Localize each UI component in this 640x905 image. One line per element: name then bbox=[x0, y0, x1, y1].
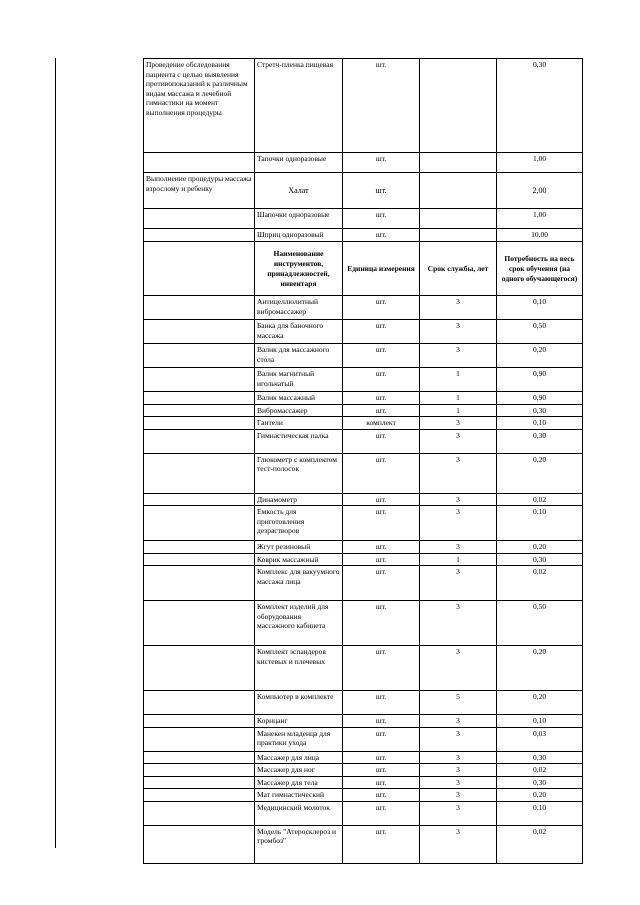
table-row bbox=[144, 566, 583, 601]
life-cell: 1 bbox=[420, 553, 497, 566]
life-cell: 1 bbox=[420, 404, 497, 417]
item-name-cell: Валик массажный bbox=[255, 392, 343, 405]
item-name-cell: Жгут резиновый bbox=[255, 541, 343, 554]
item-name-cell: Массажер для тела bbox=[255, 776, 343, 789]
item-name-cell: Шприц одноразовый bbox=[255, 229, 343, 242]
unit-cell: шт. bbox=[343, 368, 420, 392]
life-cell: 3 bbox=[420, 296, 497, 320]
life-cell: 3 bbox=[420, 801, 497, 825]
item-name-cell: Коврик массажный bbox=[255, 553, 343, 566]
qty-cell: 10,00 bbox=[497, 229, 583, 242]
table-row bbox=[144, 506, 583, 541]
life-cell: 3 bbox=[420, 789, 497, 802]
qty-cell: 0,03 bbox=[497, 727, 583, 751]
qty-cell: 1,00 bbox=[497, 209, 583, 229]
table-row bbox=[144, 417, 583, 430]
table-row bbox=[144, 493, 583, 506]
item-name-cell: Тапочки одноразовые bbox=[255, 153, 343, 173]
unit-cell: шт. bbox=[343, 344, 420, 368]
item-name-cell: Массажер для ног bbox=[255, 764, 343, 777]
qty-cell: 0,10 bbox=[497, 296, 583, 320]
item-name-cell: Мат гимнастический bbox=[255, 789, 343, 802]
qty-cell: 0,20 bbox=[497, 691, 583, 715]
header-name: Наименование инструментов, принадлежностей, инвентаря bbox=[255, 242, 343, 296]
qty-cell: 0,10 bbox=[497, 715, 583, 728]
qty-cell: 0,50 bbox=[497, 320, 583, 344]
table-row bbox=[144, 173, 583, 209]
qty-cell: 0,10 bbox=[497, 417, 583, 430]
table-row bbox=[144, 553, 583, 566]
item-name-cell: Гимнастическая палка bbox=[255, 429, 343, 453]
unit-cell: шт. bbox=[343, 153, 420, 173]
table-row bbox=[144, 727, 583, 751]
qty-cell: 0,90 bbox=[497, 368, 583, 392]
equipment-table bbox=[143, 58, 583, 864]
item-name-cell: Шапочки одноразовые bbox=[255, 209, 343, 229]
item-name-cell: Модель "Атеросклероз и тромбоз" bbox=[255, 825, 343, 863]
table-row bbox=[144, 541, 583, 554]
unit-cell: шт. bbox=[343, 646, 420, 691]
life-cell: 3 bbox=[420, 776, 497, 789]
table-row bbox=[144, 404, 583, 417]
unit-cell: шт. bbox=[343, 751, 420, 764]
qty-cell: 0,90 bbox=[497, 392, 583, 405]
table-row bbox=[144, 392, 583, 405]
unit-cell: шт. bbox=[343, 553, 420, 566]
item-name-cell: Глюкометр с комплектом тест-полосок bbox=[255, 453, 343, 493]
qty-cell: 0,20 bbox=[497, 789, 583, 802]
unit-cell: шт. bbox=[343, 209, 420, 229]
table-row bbox=[144, 715, 583, 728]
item-name-cell: Массажер для лица bbox=[255, 751, 343, 764]
table-row bbox=[144, 691, 583, 715]
table-row bbox=[144, 153, 583, 173]
table-row bbox=[144, 59, 583, 153]
qty-cell: 0,20 bbox=[497, 541, 583, 554]
item-name-cell: Валик магнитный игольчатый bbox=[255, 368, 343, 392]
procedure-cell: Выполнение процедуры массажа взрослому и ребенку bbox=[144, 173, 255, 209]
procedure-cell: Проведение обследования пациента с целью выявления противопоказаний к различным видам массажа и лечебной гимнастики на момент выполнения процедуры bbox=[144, 59, 255, 153]
table-row bbox=[144, 296, 583, 320]
life-cell: 3 bbox=[420, 825, 497, 863]
unit-cell: шт. bbox=[343, 601, 420, 646]
left-margin-line bbox=[55, 58, 56, 848]
table-row bbox=[144, 801, 583, 825]
life-cell: 3 bbox=[420, 751, 497, 764]
qty-cell: 0,20 bbox=[497, 344, 583, 368]
table-row bbox=[144, 764, 583, 777]
life-cell: 3 bbox=[420, 541, 497, 554]
items-body bbox=[144, 296, 583, 864]
life-cell: 5 bbox=[420, 691, 497, 715]
unit-cell: шт. bbox=[343, 506, 420, 541]
life-cell: 3 bbox=[420, 601, 497, 646]
item-name-cell: Комплекс для вакуумного массажа лица bbox=[255, 566, 343, 601]
qty-cell: 0,02 bbox=[497, 825, 583, 863]
life-cell: 3 bbox=[420, 429, 497, 453]
table-row bbox=[144, 209, 583, 229]
table-row bbox=[144, 601, 583, 646]
qty-cell: 0,30 bbox=[497, 776, 583, 789]
qty-cell: 1,00 bbox=[497, 153, 583, 173]
qty-cell: 0,02 bbox=[497, 566, 583, 601]
unit-cell: шт. bbox=[343, 789, 420, 802]
unit-cell: шт. bbox=[343, 320, 420, 344]
life-cell: 3 bbox=[420, 506, 497, 541]
item-name-cell: Динамометр bbox=[255, 493, 343, 506]
qty-cell: 0,30 bbox=[497, 59, 583, 153]
item-name-cell: Вибромассажер bbox=[255, 404, 343, 417]
qty-cell: 0,30 bbox=[497, 751, 583, 764]
unit-cell: шт. bbox=[343, 392, 420, 405]
table-row bbox=[144, 320, 583, 344]
item-name-cell: Компьютер в комплекте bbox=[255, 691, 343, 715]
table-row bbox=[144, 751, 583, 764]
item-name-cell: Манекен младенца для практики ухода bbox=[255, 727, 343, 751]
qty-cell: 0,10 bbox=[497, 801, 583, 825]
unit-cell: шт. bbox=[343, 429, 420, 453]
unit-cell: шт. bbox=[343, 404, 420, 417]
unit-cell: шт. bbox=[343, 229, 420, 242]
unit-cell: шт. bbox=[343, 173, 420, 209]
life-cell: 3 bbox=[420, 566, 497, 601]
life-cell: 3 bbox=[420, 453, 497, 493]
table-row bbox=[144, 789, 583, 802]
unit-cell: шт. bbox=[343, 453, 420, 493]
item-name-cell: Комплект эспандеров кистевых и плечевых bbox=[255, 646, 343, 691]
table-row bbox=[144, 429, 583, 453]
unit-cell: шт. bbox=[343, 776, 420, 789]
unit-cell: шт. bbox=[343, 801, 420, 825]
header-life: Срок службы, лет bbox=[420, 242, 497, 296]
qty-cell: 0,10 bbox=[497, 506, 583, 541]
qty-cell: 0,30 bbox=[497, 553, 583, 566]
item-name-cell: Корнцанг bbox=[255, 715, 343, 728]
table-row bbox=[144, 344, 583, 368]
table-row bbox=[144, 229, 583, 242]
unit-cell: шт. bbox=[343, 727, 420, 751]
item-name-cell: Емкость для приготовления дезрастворов bbox=[255, 506, 343, 541]
item-name-cell: Банка для баночного массажа bbox=[255, 320, 343, 344]
unit-cell: шт. bbox=[343, 691, 420, 715]
item-name-cell: Валик для массажного стола bbox=[255, 344, 343, 368]
item-name-cell: Антицеллюлитный вибромассажер bbox=[255, 296, 343, 320]
header-unit: Единица измерения bbox=[343, 242, 420, 296]
life-cell: 3 bbox=[420, 417, 497, 430]
table-row bbox=[144, 453, 583, 493]
header-need: Потребность на весь срок обучения (на одного обучающегося) bbox=[497, 242, 583, 296]
item-name-cell: Гантели bbox=[255, 417, 343, 430]
unit-cell: шт. bbox=[343, 541, 420, 554]
unit-cell: шт. bbox=[343, 764, 420, 777]
life-cell: 3 bbox=[420, 715, 497, 728]
unit-cell: комплект bbox=[343, 417, 420, 430]
life-cell: 3 bbox=[420, 344, 497, 368]
qty-cell: 0,30 bbox=[497, 429, 583, 453]
item-name-cell: Стретч-пленка пищевая bbox=[255, 59, 343, 153]
life-cell: 3 bbox=[420, 320, 497, 344]
item-name-cell: Комплект изделий для оборудования массажного кабинета bbox=[255, 601, 343, 646]
qty-cell: 0,30 bbox=[497, 404, 583, 417]
life-cell: 3 bbox=[420, 493, 497, 506]
header-row bbox=[144, 242, 583, 296]
table-row bbox=[144, 368, 583, 392]
qty-cell: 0,02 bbox=[497, 493, 583, 506]
item-name-cell: Медицинский молоток bbox=[255, 801, 343, 825]
unit-cell: шт. bbox=[343, 296, 420, 320]
item-name-cell: Халат bbox=[255, 173, 343, 209]
qty-cell: 0,20 bbox=[497, 453, 583, 493]
life-cell: 3 bbox=[420, 646, 497, 691]
unit-cell: шт. bbox=[343, 715, 420, 728]
table-row bbox=[144, 646, 583, 691]
life-cell: 1 bbox=[420, 392, 497, 405]
unit-cell: шт. bbox=[343, 825, 420, 863]
unit-cell: шт. bbox=[343, 566, 420, 601]
qty-cell: 0,50 bbox=[497, 601, 583, 646]
table-row bbox=[144, 776, 583, 789]
table-row bbox=[144, 825, 583, 863]
life-cell: 1 bbox=[420, 368, 497, 392]
unit-cell: шт. bbox=[343, 59, 420, 153]
life-cell: 3 bbox=[420, 764, 497, 777]
qty-cell: 0,20 bbox=[497, 646, 583, 691]
life-cell: 3 bbox=[420, 727, 497, 751]
unit-cell: шт. bbox=[343, 493, 420, 506]
qty-cell: 2,00 bbox=[497, 173, 583, 209]
qty-cell: 0,02 bbox=[497, 764, 583, 777]
